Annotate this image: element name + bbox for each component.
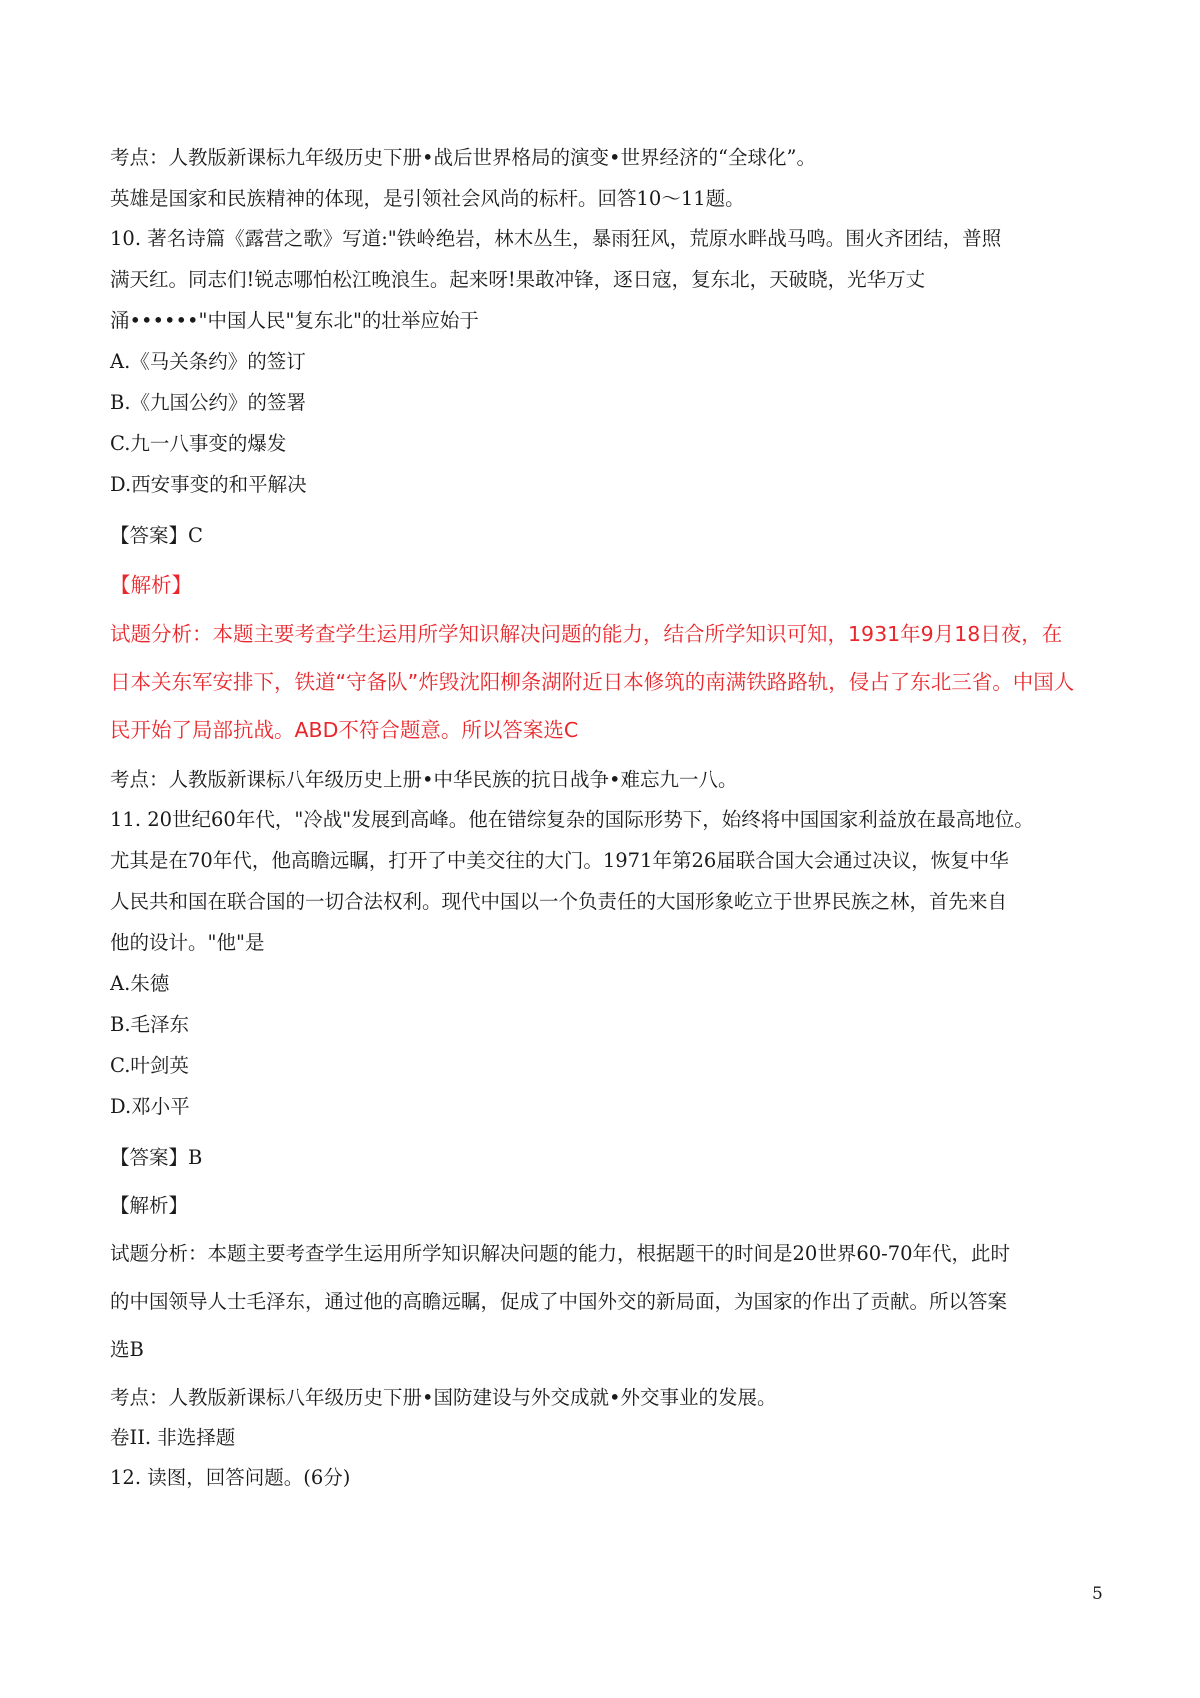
question-11-stem: 11. 20世纪60年代，"冷战"发展到高峰。他在错综复杂的国际形势下，始终将中国国家利益放在最高地位。 (110, 808, 1034, 831)
section-heading: 卷II. 非选择题 (110, 1426, 236, 1449)
option-c: C.叶剑英 (110, 1054, 189, 1077)
option-d: D.西安事变的和平解决 (110, 473, 307, 496)
text-line: 考点：人教版新课标九年级历史下册•战后世界格局的演变•世界经济的“全球化”。 (110, 146, 816, 169)
topic-note: 考点：人教版新课标八年级历史上册•中华民族的抗日战争•难忘九一八。 (110, 768, 738, 791)
option-a: A.朱德 (110, 972, 170, 995)
topic-note: 考点：人教版新课标八年级历史下册•国防建设与外交成就•外交事业的发展。 (110, 1386, 777, 1409)
page-number: 5 (1092, 1584, 1103, 1604)
analysis-text: 日本关东军安排下，铁道“守备队”炸毁沈阳柳条湖附近日本修筑的南满铁路路轨，侵占了东北三省。中国人 (110, 670, 1075, 694)
analysis-label: 【解析】 (110, 573, 192, 597)
analysis-text: 选B (110, 1338, 144, 1361)
text-line: 满天红。同志们!锐志哪怕松江晚浪生。起来呀!果敢冲锋，逐日寇，复东北，天破晓，光华万丈 (110, 268, 926, 291)
analysis-text: 试题分析：本题主要考查学生运用所学知识解决问题的能力，结合所学知识可知，1931年9月18日夜，在 (110, 622, 1063, 646)
option-b: B.《九国公约》的签署 (110, 391, 307, 414)
text-line: 尤其是在70年代，他高瞻远瞩，打开了中美交往的大门。1971年第26届联合国大会通过决议，恢复中华 (110, 849, 1009, 872)
option-c: C.九一八事变的爆发 (110, 432, 287, 455)
analysis-label: 【解析】 (110, 1194, 189, 1217)
question-12-stem: 12. 读图，回答问题。(6分) (110, 1466, 351, 1489)
analysis-text: 的中国领导人士毛泽东，通过他的高瞻远瞩，促成了中国外交的新局面，为国家的作出了贡献。所以答案 (110, 1290, 1008, 1313)
analysis-text: 试题分析：本题主要考查学生运用所学知识解决问题的能力，根据题干的时间是20世界60-70年代，此时 (110, 1242, 1011, 1265)
option-b: B.毛泽东 (110, 1013, 190, 1036)
question-10-stem: 10. 著名诗篇《露营之歌》写道:"铁岭绝岩，林木丛生，暴雨狂风，荒原水畔战马鸣。围火齐团结，普照 (110, 227, 1002, 250)
option-d: D.邓小平 (110, 1095, 190, 1118)
analysis-text: 民开始了局部抗战。ABD不符合题意。所以答案选C (110, 718, 579, 742)
text-line: 英雄是国家和民族精神的体现，是引领社会风尚的标杆。回答10～11题。 (110, 187, 745, 210)
option-a: A.《马关条约》的签订 (110, 350, 306, 373)
text-line: 人民共和国在联合国的一切合法权利。现代中国以一个负责任的大国形象屹立于世界民族之林，首先来自 (110, 890, 1008, 913)
text-line: 涌••••••"中国人民"复东北"的壮举应始于 (110, 309, 479, 332)
answer-label: 【答案】C (110, 524, 203, 547)
text-line: 他的设计。"他"是 (110, 931, 265, 954)
answer-label: 【答案】B (110, 1146, 203, 1169)
